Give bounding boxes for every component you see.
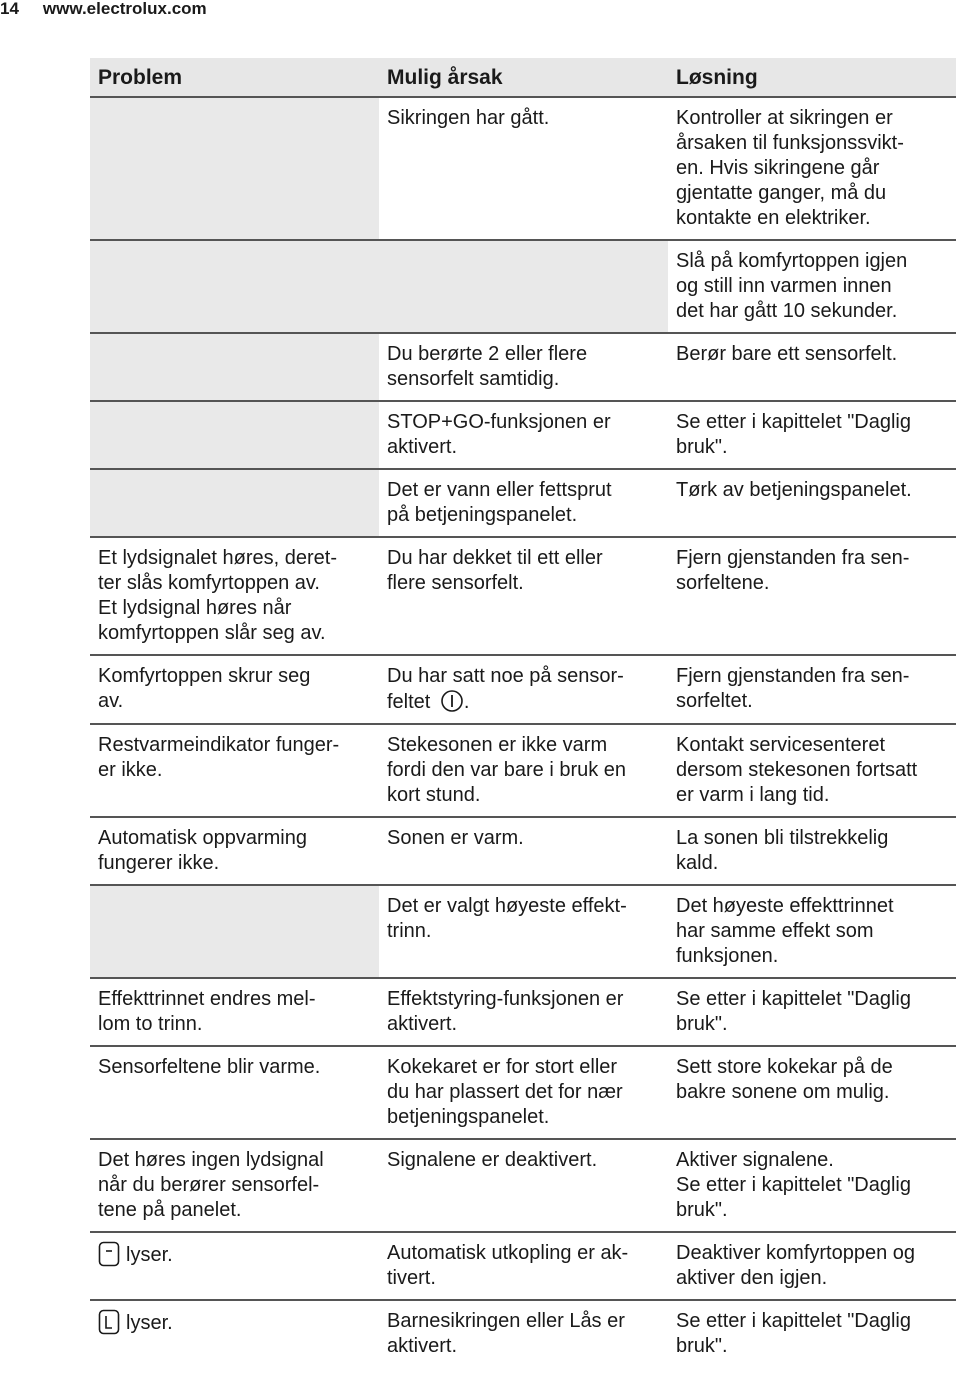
solution-cell: Kontroller at sikringen er årsaken til funksjonssvikt- en. Hvis sikringene går gjentatte ganger, må du kontakte en elektriker. (668, 97, 956, 240)
cause-cell: Effektstyring-funksjonen er aktivert. (379, 978, 668, 1046)
problem-cell: Automatisk oppvarming fungerer ikke. (90, 817, 379, 885)
problem-cell: Et lydsignalet høres, deret- ter slås komfyrtoppen av. Et lydsignal høres når komfyrtoppen slår seg av. (90, 537, 379, 655)
power-icon (440, 689, 464, 713)
table-row (90, 1232, 956, 1300)
cause-cell: Sikringen har gått. (379, 97, 668, 240)
solution-cell: Berør bare ett sensorfelt. (668, 333, 956, 401)
problem-cell (90, 240, 379, 333)
problem-cell (90, 469, 379, 537)
table-row (90, 537, 956, 655)
solution-cell: La sonen bli tilstrekkelig kald. (668, 817, 956, 885)
dash-display-icon (98, 1241, 120, 1267)
troubleshooting-table (90, 58, 956, 1367)
page-header (0, 0, 207, 20)
solution-cell: Fjern gjenstanden fra sen- sorfeltene. (668, 537, 956, 655)
header-problem: Problem (90, 58, 379, 97)
cause-cell: Barnesikringen eller Lås er aktivert. (387, 1310, 625, 1357)
solution-cell: Slå på komfyrtoppen igjen og still inn varmen innen det har gått 10 sekunder. (668, 240, 956, 333)
solution-cell: Se etter i kapittelet "Daglig bruk". (668, 401, 956, 469)
solution-cell: Aktiver signalene. Se etter i kapittelet "Daglig bruk". (668, 1139, 956, 1232)
table-row (90, 885, 956, 978)
table-row (90, 401, 956, 469)
solution-cell: Se etter i kapittelet "Daglig bruk". (676, 1310, 911, 1357)
problem-cell (90, 1232, 379, 1300)
problem-cell (90, 97, 379, 240)
table-row (90, 469, 956, 537)
solution-cell: Kontakt servicesenteret dersom stekesonen fortsatt er varm i lang tid. (668, 724, 956, 817)
table-row (90, 978, 956, 1046)
table-row (90, 1300, 956, 1367)
site-url: www.electrolux.com (42, 0, 207, 18)
problem-cell (90, 401, 379, 469)
cause-text-end: . (463, 691, 470, 713)
problem-cell: Sensorfeltene blir varme. (90, 1046, 379, 1139)
cause-cell: Sonen er varm. (379, 817, 668, 885)
table-row (90, 655, 956, 724)
cause-cell: STOP+GO-funksjonen er aktivert. (379, 401, 668, 469)
cause-cell: Du berørte 2 eller flere sensorfelt samtidig. (379, 333, 668, 401)
table-row (90, 333, 956, 401)
cause-cell: Stekesonen er ikke varm fordi den var bare i bruk en kort stund. (379, 724, 668, 817)
lock-display-icon (98, 1309, 120, 1335)
problem-text: lyser. (126, 1244, 173, 1266)
cause-cell: Signalene er deaktivert. (379, 1139, 668, 1232)
cause-cell: Kokekaret er for stort eller du har plassert det for nær betjeningspanelet. (379, 1046, 668, 1139)
header-cause: Mulig årsak (379, 58, 668, 97)
problem-text: lyser. (126, 1312, 173, 1334)
table-row (90, 1046, 956, 1139)
problem-cell: Komfyrtoppen skrur seg av. (90, 655, 379, 724)
cause-cell (379, 655, 668, 724)
solution-cell: Se etter i kapittelet "Daglig bruk". (668, 978, 956, 1046)
problem-cell (90, 333, 379, 401)
problem-cell (90, 1300, 379, 1367)
table-row (90, 240, 956, 333)
solution-cell: Tørk av betjeningspanelet. (668, 469, 956, 537)
solution-cell: Deaktiver komfyrtoppen og aktiver den igjen. (668, 1232, 956, 1300)
table-row (90, 724, 956, 817)
solution-cell: Sett store kokekar på de bakre sonene om mulig. (668, 1046, 956, 1139)
cause-cell: Det er vann eller fettsprut på betjeningspanelet. (379, 469, 668, 537)
problem-cell: Det høres ingen lydsignal når du berører sensorfel- tene på panelet. (90, 1139, 379, 1232)
solution-cell: Fjern gjenstanden fra sen- sorfeltet. (668, 655, 956, 724)
cause-cell: Det er valgt høyeste effekt- trinn. (379, 885, 668, 978)
table-row (90, 817, 956, 885)
cause-cell: Du har dekket til ett eller flere sensorfelt. (379, 537, 668, 655)
cause-cell (379, 240, 668, 333)
problem-cell: Restvarmeindikator funger- er ikke. (90, 724, 379, 817)
cause-cell: Automatisk utkopling er ak- tivert. (379, 1232, 668, 1300)
solution-cell: Det høyeste effekttrinnet har samme effekt som funksjonen. (668, 885, 956, 978)
table-header-row (90, 58, 956, 97)
table-row (90, 97, 956, 240)
table-row (90, 1139, 956, 1232)
problem-cell (90, 885, 379, 978)
problem-cell: Effekttrinnet endres mel- lom to trinn. (90, 978, 379, 1046)
cause-text: Du har satt noe på sensor- feltet (387, 665, 624, 713)
page-number: 14 (0, 0, 19, 18)
header-solution: Løsning (668, 58, 956, 97)
